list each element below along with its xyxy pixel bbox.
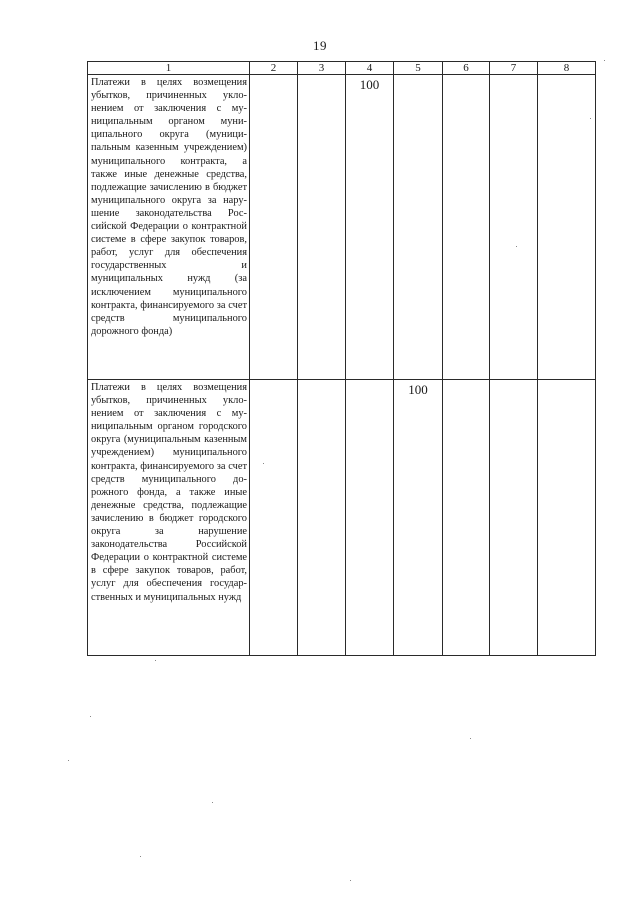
table-cell xyxy=(250,75,298,380)
scan-speck xyxy=(516,246,517,247)
column-header-2: 2 xyxy=(250,62,298,75)
row-description: Платежи в целях возмещения убытков, причиненных уклонением от заключения с муниципальным органом городского округа (муниципальным казенным учреждением) муниципального контракта, финансируемого за счет средств муниципального дорожного фонда, а также иные денежные средства, подлежащие зачислению в бюджет городского округа за нарушение законодательства Российской Федерации о контрактной системе в сфере закупок товаров, работ, услуг для обеспечения государственных и муниципальных нужд xyxy=(88,380,250,656)
column-header-1: 1 xyxy=(88,62,250,75)
scan-speck xyxy=(90,716,91,717)
scan-speck xyxy=(470,738,471,739)
row-description: Платежи в целях возмещения убытков, причиненных уклонением от заключения с муниципальным органом муниципального округа (муниципальным казенным учреждением) муниципального контракта, а также иные денежные средства, подлежащие зачислению в бюджет муниципального округа за нарушение законодательства Российской Федерации о контрактной системе в сфере закупок товаров, работ, услуг для обеспечения государственных и муниципальных нужд (за исключением муниципального контракта, финансируемого за счет средств муниципального дорожного фонда) xyxy=(88,75,250,380)
column-header-7: 7 xyxy=(490,62,538,75)
table-cell: 100 xyxy=(346,75,394,380)
page-number: 19 xyxy=(313,38,327,53)
table-cell: 100 xyxy=(394,380,443,656)
scan-speck xyxy=(212,802,213,803)
scan-speck xyxy=(263,463,264,464)
table-cell xyxy=(298,380,346,656)
table-cell xyxy=(443,75,490,380)
scan-speck xyxy=(590,118,591,119)
scan-speck xyxy=(155,660,156,661)
table-cell xyxy=(443,380,490,656)
scan-speck xyxy=(350,880,351,881)
budget-table xyxy=(87,61,596,656)
table-cell xyxy=(538,75,596,380)
table-cell xyxy=(490,380,538,656)
table-cell xyxy=(298,75,346,380)
table-cell xyxy=(250,380,298,656)
scan-speck xyxy=(140,856,141,857)
table-cell xyxy=(490,75,538,380)
table-row xyxy=(88,380,596,656)
scan-speck xyxy=(604,60,605,61)
column-header-8: 8 xyxy=(538,62,596,75)
column-header-3: 3 xyxy=(298,62,346,75)
header-row xyxy=(88,62,596,75)
table-cell xyxy=(538,380,596,656)
table-row xyxy=(88,75,596,380)
column-header-6: 6 xyxy=(443,62,490,75)
column-header-4: 4 xyxy=(346,62,394,75)
column-header-5: 5 xyxy=(394,62,443,75)
table-cell xyxy=(394,75,443,380)
scan-speck xyxy=(68,760,69,761)
table-cell xyxy=(346,380,394,656)
